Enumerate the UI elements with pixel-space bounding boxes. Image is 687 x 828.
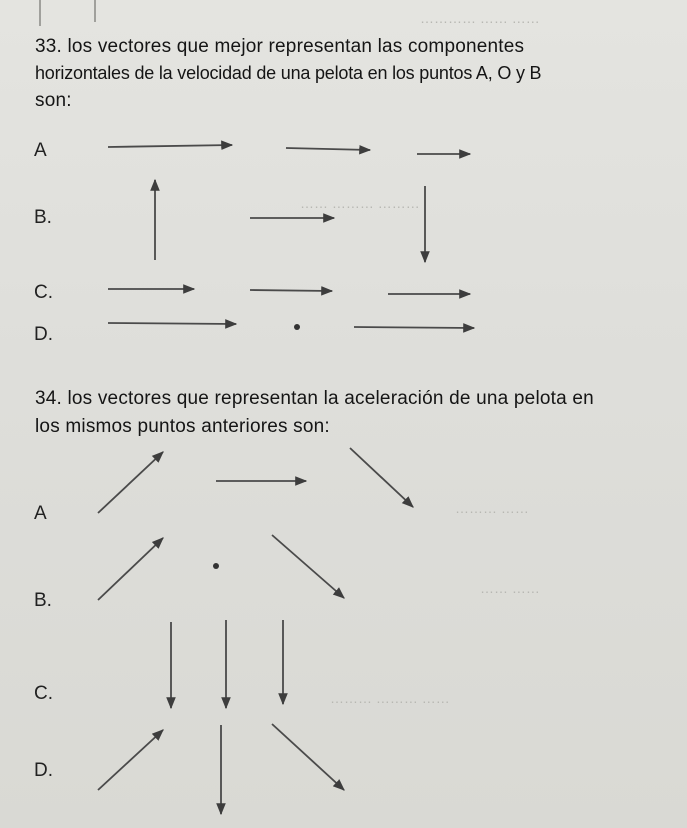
bleed-through-text: …… ……… ………: [300, 195, 420, 211]
vector-arrow-right: [108, 323, 236, 324]
vector-arrow-right: [250, 290, 332, 291]
vector-arrow-diagonal-up: [98, 538, 163, 600]
vector-arrow-diagonal-down: [272, 724, 344, 790]
option-33-c-vectors: [108, 289, 470, 294]
vector-arrow-diagonal-down: [272, 535, 344, 598]
vector-arrow-right: [354, 327, 474, 328]
option-33-d-label: D.: [34, 324, 53, 345]
vector-arrow-right: [108, 145, 232, 147]
question-33-line-3: son:: [35, 90, 72, 111]
option-34-c-vectors: [171, 620, 283, 708]
vector-arrow-diagonal-up: [98, 730, 163, 790]
option-34-d-label: D.: [34, 760, 53, 781]
question-33-line-2: horizontales de la velocidad de una pelota en los puntos A, O y B: [35, 63, 542, 83]
bleed-through-text: …… ……: [480, 580, 540, 596]
bleed-through-text: ……… ……… ……: [330, 690, 450, 706]
vector-arrow-right: [286, 148, 370, 150]
option-33-a-vectors: [108, 145, 470, 154]
option-33-d-vectors: [108, 323, 474, 328]
vector-arrow-diagonal-down: [350, 448, 413, 507]
option-33-b-label: B.: [34, 207, 52, 228]
question-34-line-1: 34. los vectores que representan la aceleración de una pelota en: [35, 388, 594, 409]
question-33-line-1: 33. los vectores que mejor representan las componentes: [35, 36, 525, 57]
option-34-a-label: A: [34, 503, 47, 524]
zero-vector-dot: [294, 324, 300, 330]
bleed-through-text: ………… …… ……: [420, 10, 540, 26]
option-34-a-vectors: [98, 448, 413, 513]
bleed-through-text: ……… ……: [455, 500, 529, 516]
option-34-b-vectors: [98, 535, 344, 600]
vector-arrow-diagonal-up: [98, 452, 163, 513]
option-33-b-vectors: [155, 180, 425, 262]
option-34-d-vectors: [98, 724, 344, 814]
option-33-a-label: A: [34, 140, 47, 161]
zero-vector-dot: [213, 563, 219, 569]
option-33-c-label: C.: [34, 282, 53, 303]
page-edge-lines: [40, 0, 95, 26]
question-34-line-2: los mismos puntos anteriores son:: [35, 416, 330, 437]
option-34-b-label: B.: [34, 590, 52, 611]
option-34-c-label: C.: [34, 683, 53, 704]
